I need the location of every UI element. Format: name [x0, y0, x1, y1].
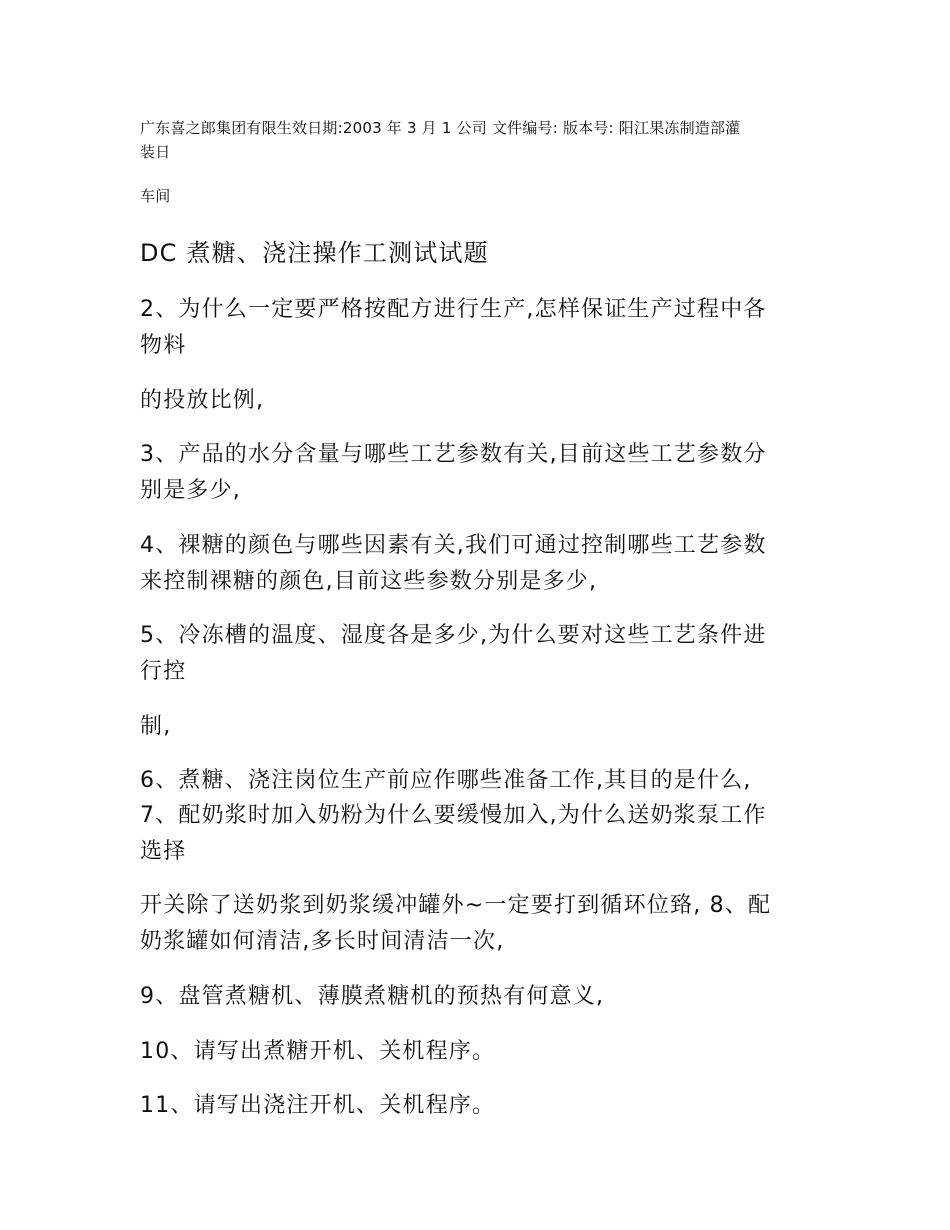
question-line: 4、裸糖的颜色与哪些因素有关,我们可通过控制哪些工艺参数 — [140, 533, 767, 558]
question-line: 别是多少, — [140, 478, 241, 503]
question-line: 10、请写出煮糖开机、关机程序。 — [140, 1039, 496, 1064]
question-line: 行控 — [140, 659, 187, 684]
header-line: 广东喜之郎集团有限生效日期:2003 年 3 月 1 公司 文件编号: 版本号: 阳江果冻制造部灌 — [140, 119, 741, 137]
question-line: 来控制裸糖的颜色,目前这些参数分别是多少, — [140, 569, 598, 594]
header-line: 装日 — [140, 143, 171, 161]
page-title: DC 煮糖、浇注操作工测试试题 — [140, 239, 489, 267]
question-line: 的投放比例, — [140, 388, 265, 413]
question-line: 6、煮糖、浇注岗位生产前应作哪些准备工作,其目的是什么, — [140, 768, 752, 793]
header-line: 车间 — [140, 187, 171, 205]
question-line: 3、产品的水分含量与哪些工艺参数有关,目前这些工艺参数分 — [140, 442, 767, 467]
question-line: 奶浆罐如何清洁,多长时间清洁一次, — [140, 929, 505, 954]
question-line: 选择 — [140, 839, 187, 864]
question-line: 7、配奶浆时加入奶粉为什么要缓慢加入,为什么送奶浆泵工作 — [140, 803, 767, 828]
question-line: 物料 — [140, 333, 187, 358]
question-line: 2、为什么一定要严格按配方进行生产,怎样保证生产过程中各 — [140, 297, 767, 322]
question-line: 制, — [140, 714, 172, 739]
question-line: 11、请写出浇注开机、关机程序。 — [140, 1093, 496, 1118]
question-line: 5、冷冻槽的温度、湿度各是多少,为什么要对这些工艺条件进 — [140, 623, 767, 648]
question-line: 9、盘管煮糖机、薄膜煮糖机的预热有何意义, — [140, 984, 605, 1009]
question-line: 开关除了送奶浆到奶浆缓冲罐外~一定要打到循环位臵, 8、配 — [140, 893, 772, 918]
